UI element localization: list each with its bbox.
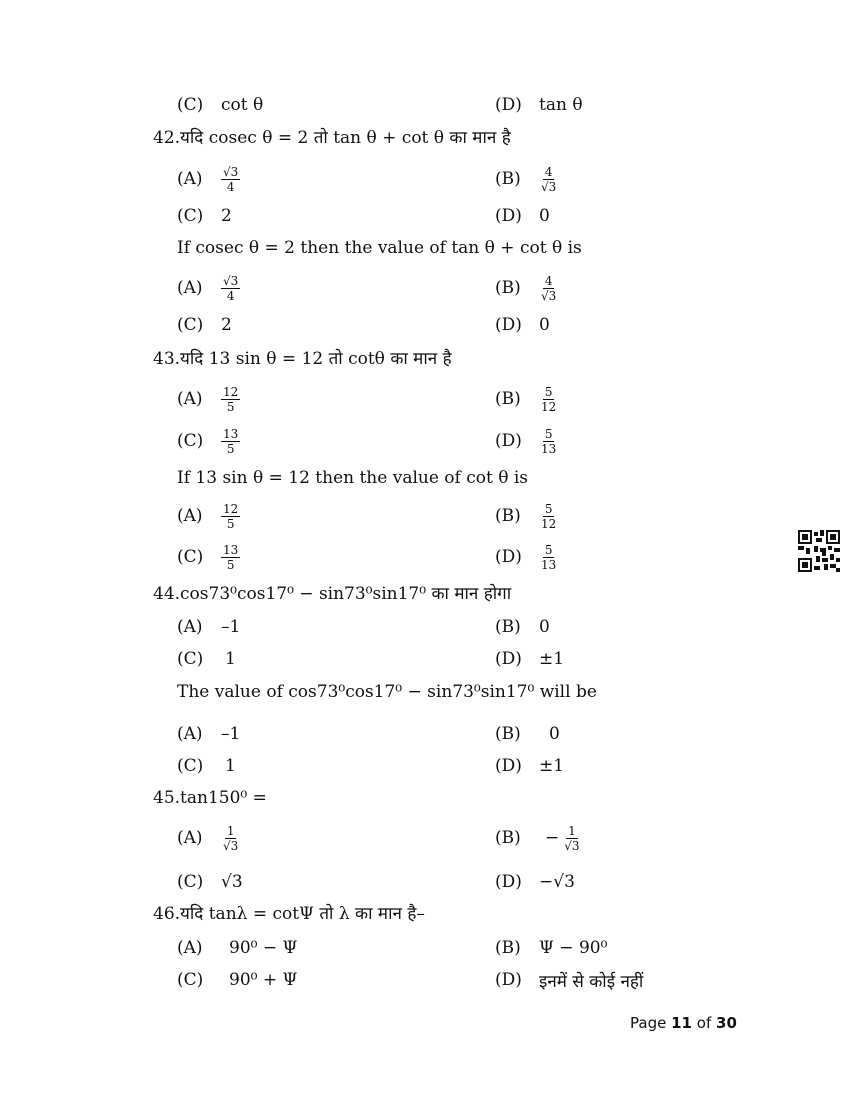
option-c: (C) √3 xyxy=(177,872,243,892)
q43-hi-options-cd xyxy=(0,426,850,456)
q44-en-options-ab xyxy=(0,719,850,749)
fraction: $\frac{5}{12}$ xyxy=(541,501,557,531)
option-b: (B) $\frac{4}{√3}$ xyxy=(495,273,557,303)
option-a: (A) 90⁰ − Ψ xyxy=(177,938,298,958)
q42-hi-options-cd xyxy=(0,201,850,231)
option-d: (D) इनमें से कोई नहीं xyxy=(495,970,644,992)
option-b: (B) $\frac{5}{12}$ xyxy=(495,384,557,414)
q46-question: 46.यदि tanλ = cotΨ तो λ का मान है– xyxy=(153,904,425,924)
option-a: (A) $\frac{√3}{4}$ xyxy=(177,273,239,303)
fraction: $\frac{4}{√3}$ xyxy=(541,164,557,194)
q42-hindi-question: 42.यदि cosec θ = 2 तो tan θ + cot θ का मान है xyxy=(153,128,511,148)
option-d: (D) ±1 xyxy=(495,649,565,669)
option-a: (A) $\frac{√3}{4}$ xyxy=(177,164,239,194)
q42-hi-options-ab xyxy=(0,164,850,194)
page-number: Page 11 of 30 xyxy=(630,1014,737,1032)
fraction: $\frac{13}{5}$ xyxy=(223,426,239,456)
fraction: $\frac{12}{5}$ xyxy=(223,501,239,531)
option-b: (B) − $\frac{1}{√3}$ xyxy=(495,823,580,853)
fraction: $\frac{4}{√3}$ xyxy=(541,273,557,303)
option-b: (B) $\frac{5}{12}$ xyxy=(495,501,557,531)
q42-en-options-cd xyxy=(0,310,850,340)
option-c: (C) 90⁰ + Ψ xyxy=(177,970,298,990)
q43-en-options-cd xyxy=(0,542,850,572)
q43-hi-options-ab xyxy=(0,384,850,414)
option-d: (D) $\frac{5}{13}$ xyxy=(495,426,557,456)
fraction: $\frac{√3}{4}$ xyxy=(223,164,239,194)
fraction: $\frac{1}{√3}$ xyxy=(223,823,239,853)
q46-options-cd xyxy=(0,965,850,995)
option-a: (A) –1 xyxy=(177,724,241,744)
option-d: (D) 0 xyxy=(495,315,550,335)
fraction: $\frac{5}{13}$ xyxy=(541,426,557,456)
fraction: $\frac{13}{5}$ xyxy=(223,542,239,572)
q45-options-cd xyxy=(0,867,850,897)
option-c: (C) 2 xyxy=(177,206,232,226)
q42-en-options-ab xyxy=(0,273,850,303)
option-d: (D) tan θ xyxy=(495,95,583,115)
q44-en-options-cd xyxy=(0,751,850,781)
option-d: (D) 0 xyxy=(495,206,550,226)
q43-hindi-question: 43.यदि 13 sin θ = 12 तो cotθ का मान है xyxy=(153,349,452,369)
q44-hi-options-ab xyxy=(0,612,850,642)
option-c: (C) 1 xyxy=(177,756,236,776)
option-a: (A) $\frac{12}{5}$ xyxy=(177,384,239,414)
q43-english-question: If 13 sin θ = 12 then the value of cot θ is xyxy=(177,468,529,488)
q45-options-ab xyxy=(0,823,850,853)
option-d: (D) −√3 xyxy=(495,872,575,892)
option-d: (D) $\frac{5}{13}$ xyxy=(495,542,557,572)
fraction: $\frac{5}{12}$ xyxy=(541,384,557,414)
qr-code-icon xyxy=(798,530,840,572)
q44-hi-options-cd xyxy=(0,644,850,674)
fraction: $\frac{√3}{4}$ xyxy=(223,273,239,303)
option-c: (C) $\frac{13}{5}$ xyxy=(177,542,239,572)
option-c: (C) 2 xyxy=(177,315,232,335)
fraction: $\frac{1}{√3}$ xyxy=(564,823,580,853)
option-d: (D) ±1 xyxy=(495,756,565,776)
option-a: (A) $\frac{1}{√3}$ xyxy=(177,823,239,853)
option-b: (B) 0 xyxy=(495,724,560,744)
fraction: $\frac{12}{5}$ xyxy=(223,384,239,414)
q46-options-ab xyxy=(0,933,850,963)
fraction: $\frac{5}{13}$ xyxy=(541,542,557,572)
option-b: (B) $\frac{4}{√3}$ xyxy=(495,164,557,194)
q42-english-question: If cosec θ = 2 then the value of tan θ + cot θ is xyxy=(177,238,582,258)
q44-english-question: The value of cos73⁰cos17⁰ − sin73⁰sin17⁰ will be xyxy=(177,682,597,702)
option-a: (A) $\frac{12}{5}$ xyxy=(177,501,239,531)
option-c: (C) 1 xyxy=(177,649,236,669)
option-c: (C) $\frac{13}{5}$ xyxy=(177,426,239,456)
q43-en-options-ab xyxy=(0,501,850,531)
q44-hindi-question: 44.cos73⁰cos17⁰ − sin73⁰sin17⁰ का मान होगा xyxy=(153,584,512,604)
option-b: (B) Ψ − 90⁰ xyxy=(495,938,608,958)
option-c: (C) cot θ xyxy=(177,95,264,115)
q41-options-row xyxy=(0,90,850,120)
q45-question: 45.tan150⁰ = xyxy=(153,788,267,808)
option-a: (A) –1 xyxy=(177,617,241,637)
option-b: (B) 0 xyxy=(495,617,550,637)
